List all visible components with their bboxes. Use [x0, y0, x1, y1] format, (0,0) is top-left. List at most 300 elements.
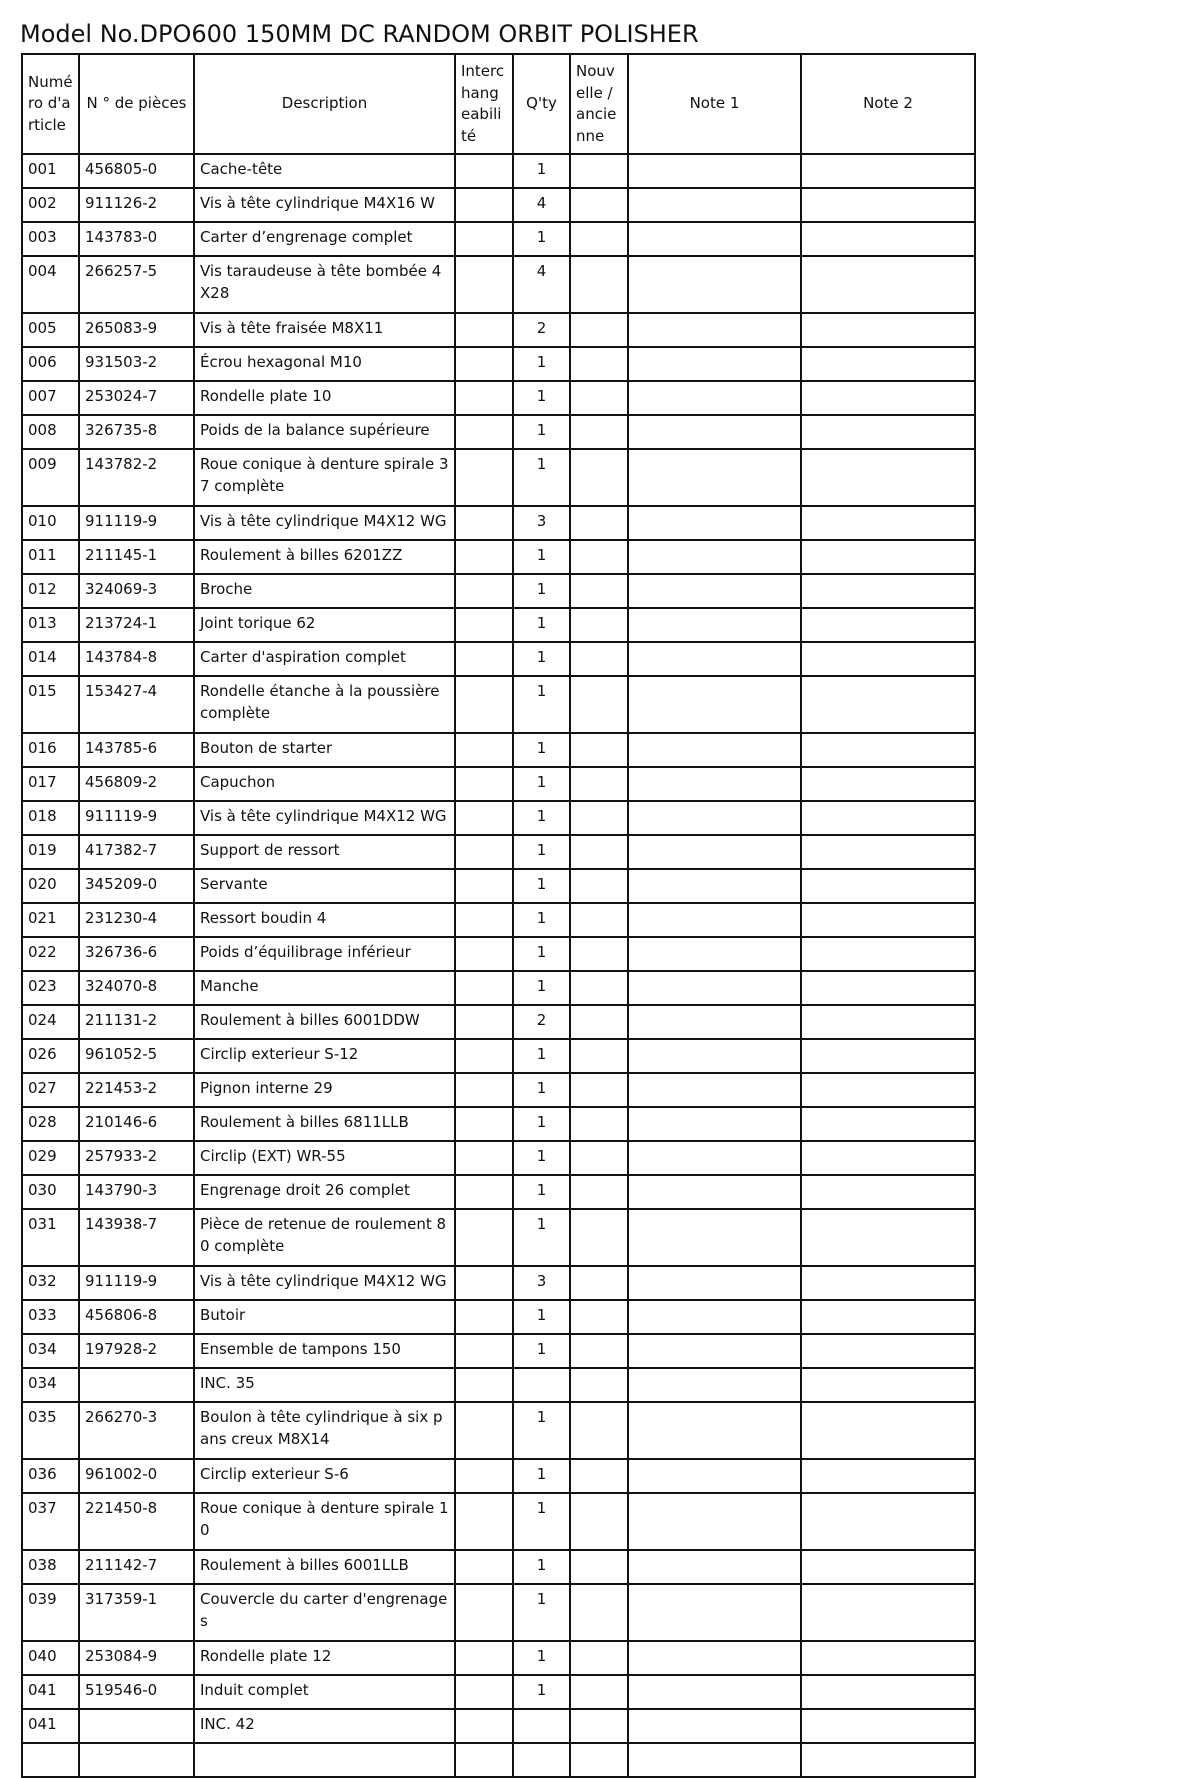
interchangeability-cell [455, 1550, 513, 1584]
note-2-cell [801, 1334, 975, 1368]
interchangeability-cell [455, 1743, 513, 1777]
note-2-cell [801, 767, 975, 801]
description-cell: Vis à tête cylindrique M4X12 WG [194, 506, 455, 540]
new-old-cell [570, 1743, 628, 1777]
quantity-cell: 1 [513, 347, 570, 381]
description-cell: Vis à tête cylindrique M4X16 W [194, 188, 455, 222]
quantity-cell: 1 [513, 1550, 570, 1584]
new-old-cell [570, 313, 628, 347]
note-2-cell [801, 415, 975, 449]
new-old-cell [570, 540, 628, 574]
interchangeability-cell [455, 608, 513, 642]
quantity-cell: 4 [513, 256, 570, 313]
quantity-cell: 1 [513, 676, 570, 733]
note-1-cell [628, 381, 801, 415]
note-2-cell [801, 1709, 975, 1743]
item-number-cell: 037 [22, 1493, 79, 1550]
table-row [22, 1675, 975, 1709]
item-number-cell: 034 [22, 1334, 79, 1368]
new-old-cell [570, 1073, 628, 1107]
description-cell: Ensemble de tampons 150 [194, 1334, 455, 1368]
quantity-cell: 1 [513, 1300, 570, 1334]
quantity-cell: 1 [513, 1141, 570, 1175]
quantity-cell: 1 [513, 835, 570, 869]
part-number-cell: 961052-5 [79, 1039, 194, 1073]
description-cell: Carter d'aspiration complet [194, 642, 455, 676]
table-row [22, 608, 975, 642]
description-cell: Rondelle plate 10 [194, 381, 455, 415]
new-old-cell [570, 188, 628, 222]
description-cell: Vis taraudeuse à tête bombée 4X28 [194, 256, 455, 313]
interchangeability-cell [455, 1005, 513, 1039]
quantity-cell: 2 [513, 313, 570, 347]
note-1-cell [628, 188, 801, 222]
item-number-cell: 022 [22, 937, 79, 971]
table-row [22, 222, 975, 256]
note-1-cell [628, 1743, 801, 1777]
table-row [22, 154, 975, 188]
part-number-cell: 345209-0 [79, 869, 194, 903]
description-cell: Roulement à billes 6811LLB [194, 1107, 455, 1141]
part-number-cell: 911119-9 [79, 506, 194, 540]
table-row [22, 1107, 975, 1141]
part-number-cell: 143784-8 [79, 642, 194, 676]
new-old-cell [570, 506, 628, 540]
table-row [22, 256, 975, 313]
item-number-cell: 008 [22, 415, 79, 449]
part-number-cell: 143782-2 [79, 449, 194, 506]
interchangeability-cell [455, 574, 513, 608]
header-note-2: Note 2 [801, 54, 975, 154]
table-row [22, 1209, 975, 1266]
item-number-cell: 006 [22, 347, 79, 381]
note-2-cell [801, 1493, 975, 1550]
interchangeability-cell [455, 506, 513, 540]
part-number-cell: 231230-4 [79, 903, 194, 937]
table-row [22, 1175, 975, 1209]
description-cell: Vis à tête cylindrique M4X12 WG [194, 801, 455, 835]
description-cell: Vis à tête fraisée M8X11 [194, 313, 455, 347]
note-1-cell [628, 733, 801, 767]
description-cell: Servante [194, 869, 455, 903]
note-1-cell [628, 1402, 801, 1459]
part-number-cell: 253024-7 [79, 381, 194, 415]
note-2-cell [801, 506, 975, 540]
part-number-cell: 257933-2 [79, 1141, 194, 1175]
interchangeability-cell [455, 347, 513, 381]
interchangeability-cell [455, 1141, 513, 1175]
table-row [22, 1266, 975, 1300]
item-number-cell: 013 [22, 608, 79, 642]
interchangeability-cell [455, 1175, 513, 1209]
note-1-cell [628, 1039, 801, 1073]
description-cell: Broche [194, 574, 455, 608]
header-note-1: Note 1 [628, 54, 801, 154]
item-number-cell: 034 [22, 1368, 79, 1402]
note-1-cell [628, 313, 801, 347]
new-old-cell [570, 1584, 628, 1641]
note-2-cell [801, 903, 975, 937]
description-cell: Engrenage droit 26 complet [194, 1175, 455, 1209]
table-row [22, 1334, 975, 1368]
new-old-cell [570, 222, 628, 256]
note-1-cell [628, 256, 801, 313]
item-number-cell: 035 [22, 1402, 79, 1459]
parts-table-body [22, 154, 975, 1777]
interchangeability-cell [455, 767, 513, 801]
part-number-cell: 210146-6 [79, 1107, 194, 1141]
interchangeability-cell [455, 801, 513, 835]
item-number-cell: 005 [22, 313, 79, 347]
table-row [22, 449, 975, 506]
new-old-cell [570, 415, 628, 449]
new-old-cell [570, 733, 628, 767]
note-1-cell [628, 415, 801, 449]
new-old-cell [570, 676, 628, 733]
interchangeability-cell [455, 154, 513, 188]
description-cell: Cache-tête [194, 154, 455, 188]
new-old-cell [570, 1709, 628, 1743]
new-old-cell [570, 835, 628, 869]
note-2-cell [801, 1459, 975, 1493]
part-number-cell: 143783-0 [79, 222, 194, 256]
description-cell: Ressort boudin 4 [194, 903, 455, 937]
item-number-cell: 007 [22, 381, 79, 415]
new-old-cell [570, 1493, 628, 1550]
quantity-cell: 1 [513, 869, 570, 903]
description-cell: Roulement à billes 6001LLB [194, 1550, 455, 1584]
part-number-cell: 911119-9 [79, 1266, 194, 1300]
note-2-cell [801, 971, 975, 1005]
note-2-cell [801, 1141, 975, 1175]
note-1-cell [628, 1073, 801, 1107]
quantity-cell: 1 [513, 1584, 570, 1641]
new-old-cell [570, 1402, 628, 1459]
new-old-cell [570, 767, 628, 801]
note-2-cell [801, 381, 975, 415]
note-2-cell [801, 642, 975, 676]
note-2-cell [801, 1266, 975, 1300]
quantity-cell: 1 [513, 1493, 570, 1550]
note-2-cell [801, 154, 975, 188]
item-number-cell: 020 [22, 869, 79, 903]
part-number-cell: 324069-3 [79, 574, 194, 608]
note-2-cell [801, 869, 975, 903]
quantity-cell: 1 [513, 154, 570, 188]
part-number-cell: 213724-1 [79, 608, 194, 642]
item-number-cell: 021 [22, 903, 79, 937]
new-old-cell [570, 937, 628, 971]
note-1-cell [628, 937, 801, 971]
note-1-cell [628, 1709, 801, 1743]
description-cell: Roue conique à denture spirale 37 complète [194, 449, 455, 506]
interchangeability-cell [455, 449, 513, 506]
note-1-cell [628, 1107, 801, 1141]
description-cell: Induit complet [194, 1675, 455, 1709]
note-1-cell [628, 869, 801, 903]
description-cell: Roue conique à denture spirale 10 [194, 1493, 455, 1550]
table-row [22, 574, 975, 608]
quantity-cell: 1 [513, 971, 570, 1005]
table-row [22, 642, 975, 676]
note-2-cell [801, 1584, 975, 1641]
interchangeability-cell [455, 1402, 513, 1459]
interchangeability-cell [455, 676, 513, 733]
quantity-cell: 1 [513, 642, 570, 676]
table-row [22, 1493, 975, 1550]
new-old-cell [570, 1675, 628, 1709]
description-cell: Rondelle plate 12 [194, 1641, 455, 1675]
new-old-cell [570, 1459, 628, 1493]
item-number-cell: 011 [22, 540, 79, 574]
part-number-cell [79, 1743, 194, 1777]
item-number-cell: 038 [22, 1550, 79, 1584]
note-1-cell [628, 1584, 801, 1641]
description-cell: Butoir [194, 1300, 455, 1334]
new-old-cell [570, 256, 628, 313]
table-row [22, 903, 975, 937]
item-number-cell: 002 [22, 188, 79, 222]
item-number-cell: 030 [22, 1175, 79, 1209]
quantity-cell [513, 1709, 570, 1743]
description-cell: Pignon interne 29 [194, 1073, 455, 1107]
new-old-cell [570, 1209, 628, 1266]
new-old-cell [570, 1368, 628, 1402]
interchangeability-cell [455, 1368, 513, 1402]
note-2-cell [801, 1175, 975, 1209]
item-number-cell: 023 [22, 971, 79, 1005]
note-1-cell [628, 1266, 801, 1300]
table-row [22, 1039, 975, 1073]
interchangeability-cell [455, 903, 513, 937]
table-row [22, 1005, 975, 1039]
note-1-cell [628, 1550, 801, 1584]
table-row [22, 1550, 975, 1584]
item-number-cell: 019 [22, 835, 79, 869]
part-number-cell: 931503-2 [79, 347, 194, 381]
interchangeability-cell [455, 835, 513, 869]
description-cell: Circlip exterieur S-6 [194, 1459, 455, 1493]
note-1-cell [628, 1300, 801, 1334]
part-number-cell: 456805-0 [79, 154, 194, 188]
item-number-cell: 028 [22, 1107, 79, 1141]
interchangeability-cell [455, 381, 513, 415]
table-row [22, 1709, 975, 1743]
part-number-cell: 266257-5 [79, 256, 194, 313]
description-cell: Boulon à tête cylindrique à six pans creux M8X14 [194, 1402, 455, 1459]
part-number-cell: 456809-2 [79, 767, 194, 801]
note-1-cell [628, 676, 801, 733]
item-number-cell: 009 [22, 449, 79, 506]
interchangeability-cell [455, 1266, 513, 1300]
quantity-cell: 1 [513, 415, 570, 449]
note-2-cell [801, 1107, 975, 1141]
note-1-cell [628, 608, 801, 642]
note-2-cell [801, 222, 975, 256]
quantity-cell [513, 1743, 570, 1777]
note-2-cell [801, 835, 975, 869]
interchangeability-cell [455, 1300, 513, 1334]
description-cell: Roulement à billes 6201ZZ [194, 540, 455, 574]
item-number-cell: 010 [22, 506, 79, 540]
part-number-cell: 911119-9 [79, 801, 194, 835]
part-number-cell: 143790-3 [79, 1175, 194, 1209]
table-row [22, 313, 975, 347]
table-row [22, 1641, 975, 1675]
note-2-cell [801, 1005, 975, 1039]
note-2-cell [801, 1550, 975, 1584]
item-number-cell: 040 [22, 1641, 79, 1675]
description-cell: Rondelle étanche à la poussière complète [194, 676, 455, 733]
table-row [22, 1459, 975, 1493]
new-old-cell [570, 1107, 628, 1141]
item-number-cell: 014 [22, 642, 79, 676]
note-2-cell [801, 608, 975, 642]
item-number-cell: 017 [22, 767, 79, 801]
part-number-cell: 317359-1 [79, 1584, 194, 1641]
new-old-cell [570, 1266, 628, 1300]
note-2-cell [801, 1073, 975, 1107]
note-1-cell [628, 1368, 801, 1402]
header-row [22, 54, 975, 154]
new-old-cell [570, 1334, 628, 1368]
item-number-cell: 001 [22, 154, 79, 188]
quantity-cell: 1 [513, 801, 570, 835]
new-old-cell [570, 449, 628, 506]
quantity-cell: 1 [513, 1675, 570, 1709]
interchangeability-cell [455, 869, 513, 903]
note-2-cell [801, 188, 975, 222]
new-old-cell [570, 1039, 628, 1073]
item-number-cell: 031 [22, 1209, 79, 1266]
new-old-cell [570, 903, 628, 937]
new-old-cell [570, 1550, 628, 1584]
table-row [22, 767, 975, 801]
item-number-cell: 032 [22, 1266, 79, 1300]
interchangeability-cell [455, 642, 513, 676]
description-cell: Écrou hexagonal M10 [194, 347, 455, 381]
item-number-cell [22, 1743, 79, 1777]
note-2-cell [801, 1300, 975, 1334]
item-number-cell: 026 [22, 1039, 79, 1073]
part-number-cell: 221450-8 [79, 1493, 194, 1550]
interchangeability-cell [455, 1675, 513, 1709]
header-interchangeability: Interchangeabilité [455, 54, 513, 154]
item-number-cell: 041 [22, 1675, 79, 1709]
note-1-cell [628, 154, 801, 188]
quantity-cell [513, 1368, 570, 1402]
quantity-cell: 1 [513, 767, 570, 801]
new-old-cell [570, 971, 628, 1005]
note-1-cell [628, 1641, 801, 1675]
table-row [22, 540, 975, 574]
part-number-cell: 153427-4 [79, 676, 194, 733]
part-number-cell: 266270-3 [79, 1402, 194, 1459]
table-row [22, 1368, 975, 1402]
note-1-cell [628, 574, 801, 608]
new-old-cell [570, 642, 628, 676]
note-1-cell [628, 801, 801, 835]
note-2-cell [801, 676, 975, 733]
note-1-cell [628, 347, 801, 381]
part-number-cell: 221453-2 [79, 1073, 194, 1107]
table-row [22, 937, 975, 971]
table-row [22, 1300, 975, 1334]
new-old-cell [570, 381, 628, 415]
part-number-cell: 911126-2 [79, 188, 194, 222]
part-number-cell: 211131-2 [79, 1005, 194, 1039]
item-number-cell: 015 [22, 676, 79, 733]
interchangeability-cell [455, 733, 513, 767]
note-1-cell [628, 642, 801, 676]
quantity-cell: 1 [513, 733, 570, 767]
part-number-cell: 143785-6 [79, 733, 194, 767]
note-2-cell [801, 1209, 975, 1266]
note-1-cell [628, 1334, 801, 1368]
quantity-cell: 1 [513, 1209, 570, 1266]
new-old-cell [570, 608, 628, 642]
quantity-cell: 1 [513, 937, 570, 971]
part-number-cell: 519546-0 [79, 1675, 194, 1709]
parts-table [21, 53, 976, 1778]
quantity-cell: 3 [513, 1266, 570, 1300]
new-old-cell [570, 801, 628, 835]
quantity-cell: 1 [513, 540, 570, 574]
table-row [22, 1402, 975, 1459]
note-2-cell [801, 1641, 975, 1675]
interchangeability-cell [455, 1709, 513, 1743]
description-cell: Bouton de starter [194, 733, 455, 767]
interchangeability-cell [455, 1493, 513, 1550]
note-2-cell [801, 449, 975, 506]
note-2-cell [801, 256, 975, 313]
item-number-cell: 027 [22, 1073, 79, 1107]
header-description: Description [194, 54, 455, 154]
part-number-cell [79, 1709, 194, 1743]
new-old-cell [570, 347, 628, 381]
part-number-cell: 211145-1 [79, 540, 194, 574]
part-number-cell: 143938-7 [79, 1209, 194, 1266]
note-1-cell [628, 1493, 801, 1550]
quantity-cell: 3 [513, 506, 570, 540]
item-number-cell: 012 [22, 574, 79, 608]
new-old-cell [570, 1141, 628, 1175]
note-1-cell [628, 1005, 801, 1039]
description-cell: Poids de la balance supérieure [194, 415, 455, 449]
interchangeability-cell [455, 1073, 513, 1107]
table-row [22, 347, 975, 381]
part-number-cell: 197928-2 [79, 1334, 194, 1368]
note-1-cell [628, 222, 801, 256]
item-number-cell: 016 [22, 733, 79, 767]
item-number-cell: 029 [22, 1141, 79, 1175]
interchangeability-cell [455, 1209, 513, 1266]
note-1-cell [628, 903, 801, 937]
description-cell: Couvercle du carter d'engrenages [194, 1584, 455, 1641]
quantity-cell: 1 [513, 574, 570, 608]
table-row [22, 1141, 975, 1175]
note-1-cell [628, 1675, 801, 1709]
note-1-cell [628, 1141, 801, 1175]
note-2-cell [801, 540, 975, 574]
description-cell: Vis à tête cylindrique M4X12 WG [194, 1266, 455, 1300]
item-number-cell: 004 [22, 256, 79, 313]
header-item-no: Numéro d'article [22, 54, 79, 154]
new-old-cell [570, 154, 628, 188]
table-row [22, 733, 975, 767]
item-number-cell: 003 [22, 222, 79, 256]
interchangeability-cell [455, 1334, 513, 1368]
